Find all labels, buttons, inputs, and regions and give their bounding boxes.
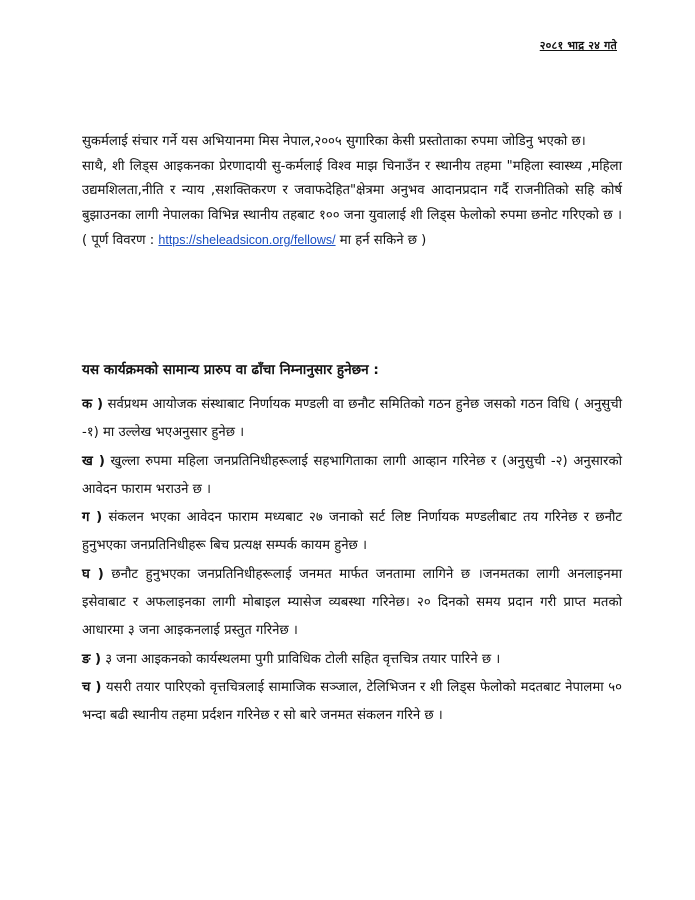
item-marker: ख ) <box>82 453 105 469</box>
item-text: ३ जना आइकनको कार्यस्थलमा पुगी प्राविधिक टोली सहित वृत्तचित्र तयार पारिने छ । <box>101 651 501 667</box>
item-text: सर्वप्रथम आयोजक संस्थाबाट निर्णायक मण्डली वा छनौट समितिको गठन हुनेछ जसको गठन विधि ( अनुसुची -१) मा उल्लेख भएअनुसार हुनेछ । <box>82 397 622 441</box>
item-text: छनौट हुनुभएका जनप्रतिनिधीहरूलाई जनमत मार्फत जनतामा लागिने छ ।जनमतका लागी अनलाइनमा इसेवाबाट र अफलाइनका लागी मोबाइल म्यासेज व्यबस्था गरिनेछ। २० दिनको समय प्रदान गरी प्राप्त मतको आधारमा ३ जना आइकनलाई प्रस्तुत गरिनेछ । <box>82 566 622 639</box>
item-marker: क ) <box>82 397 104 412</box>
list-item <box>82 646 622 674</box>
program-steps-list <box>82 391 622 731</box>
intro-paragraph-2-end: मा हर्न सकिने छ ) <box>335 233 427 248</box>
intro-paragraph-2-text: साथै, शी लिड्स आइकनका प्रेरणादायी सु-कर्मलाई विश्व माझ चिनाउँन र स्थानीय तहमा "महिला स्वास्थ्य ,महिला उद्यमशिलता,नीति र न्याय ,सशक्तिकरण र जवाफदेहित"क्षेत्रमा अनुभव आदानप्रदान गर्दै राजनीतिको सहि कोर्ष बुझाउनका लागी नेपालका विभिन्न स्थानीय तहबाट १०० जना युवालाई शी लिड्स फेलोको रुपमा छनोट गरिएको छ । ( पूर्ण विवरण : <box>82 158 622 248</box>
item-text: यसरी तयार पारिएको वृत्तचित्रलाई सामाजिक सञ्जाल, टेलिभिजन र शी लिड्स फेलोको मदतबाट नेपालमा ५० भन्दा बढी स्थानीय तहमा प्रर्दशन गरिनेछ र सो बारे जनमत संकलन गरिने छ । <box>82 679 622 724</box>
list-item <box>82 448 622 505</box>
document-date: २०८१ भाद्र २४ गते <box>539 39 617 52</box>
list-item <box>82 561 622 646</box>
list-item <box>82 674 622 731</box>
item-marker: घ ) <box>82 566 104 582</box>
item-text: संकलन भएका आवेदन फाराम मध्यबाट २७ जनाको सर्ट लिष्ट निर्णायक मण्डलीबाट तय गरिनेछ र छनौट हुनुभएका जनप्रतिनिधीहरू बिच प्रत्यक्ष सम्पर्क कायम हुनेछ । <box>82 510 623 554</box>
fellows-link[interactable]: https://sheleadsicon.org/fellows/ <box>158 233 336 247</box>
item-marker: च ) <box>82 679 102 695</box>
intro-section <box>82 130 622 254</box>
item-marker: ङ ) <box>82 651 102 667</box>
section-heading: यस कार्यक्रमको सामान्य प्रारुप वा ढाँचा निम्नानुसार हुनेछन : <box>82 362 379 378</box>
intro-paragraph-1: सुकर्मलाई संचार गर्ने यस अभियानमा मिस नेपाल,२००५ सुगारिका केसी प्रस्तोताका रुपमा जोडिनु भएको छ। <box>82 134 586 149</box>
item-text: खुल्ला रुपमा महिला जनप्रतिनिधीहरूलाई सहभागिताका लागी आव्हान गरिनेछ र (अनुसुची -२) अनुसारको आवेदन फाराम भराउने छ । <box>82 453 622 497</box>
intro-paragraph-2 <box>82 155 622 254</box>
item-marker: ग ) <box>82 510 103 526</box>
list-item <box>82 504 622 561</box>
list-item <box>82 391 622 448</box>
